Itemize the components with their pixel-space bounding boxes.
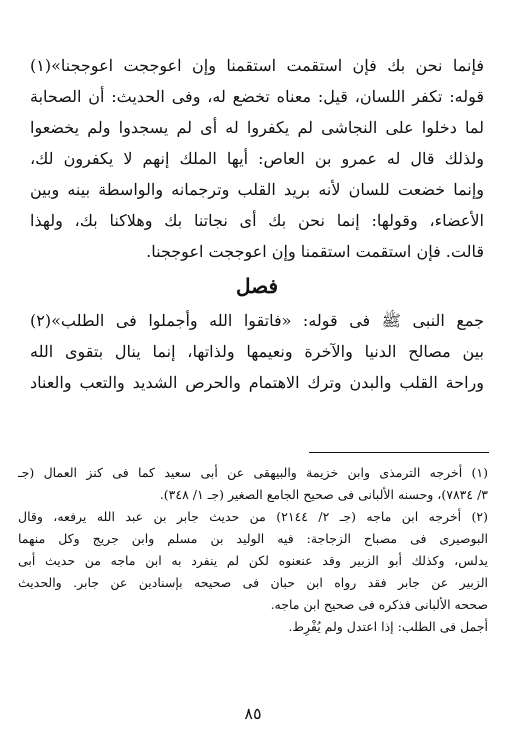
section-heading: فصل [235,274,279,298]
text-line: وإنما خضعت للسان لأنه بريد القلب وترجمانه والواسطة بينه وبين [30,180,484,199]
main-text [30,50,484,398]
footnote-line: (١) أخرجه الترمذى وابن خزيمة والبيهقى عن أبى سعيد كما فى كنز العمال (جـ [18,465,488,480]
text-line: الأعضاء، وقولها: إنما نحن بك أى نجاتنا بك وهلاكنا بك، ولهذا [30,211,484,230]
text-line: لما دخلوا على النجاشى لم يكفروا له أى لم يسجدوا ولم يخضعوا [30,118,484,137]
text-line: قوله: تكفر اللسان، قيل: معناه تخضع له، وفى الحديث: أن الصحابة [30,87,484,106]
footnote-line: صححه الألبانى فذكره فى صحيح ابن ماجه. [270,597,488,612]
page-number: ٨٥ [244,704,262,723]
footnote-line: ٣/ ٧٨٣٤)، وحسنه الألبانى فى صحيح الجامع الصغير (جـ ١/ ٣٤٨). [159,487,488,502]
footnotes [18,462,488,638]
footnote-line: البوصيرى فى مصباح الزجاجة: فيه الوليد بن مسلم وابن جريج وكل منهما [18,531,488,546]
footnote-divider [309,452,489,453]
text-line: ولذلك قال له عمرو بن العاص: أيها الملك إنهم لا يكفرون لك، [30,149,484,168]
footnote-line: الزبير عن جابر فقد رواه ابن حبان فى صحيحه بإسنادين عن جابر. والحديث [18,575,488,590]
footnote-line: أجمل فى الطلب: إذا اعتدل ولم يُفْرِط. [288,619,488,634]
footnote-line: يدلس، وكذلك أبو الزبير وقد عنعنوه لكن لم ينفرد به ابن ماجه من حديث أبى [18,553,488,568]
text-line: وراحة القلب والبدن وترك الاهتمام والحرص الشديد والتعب والعناد [30,373,484,392]
footnote-line: (٢) أخرجه ابن ماجه (جـ ٢/ ٢١٤٤) من حديث جابر بن عبد الله يرفعه، وقال [18,509,488,524]
text-line: فإنما نحن بك فإن استقمت استقمنا وإن اعوججت اعوججنا»(١) [30,56,484,75]
text-line: بين مصالح الدنيا والآخرة ونعيمها ولذاتها، إنما ينال بتقوى الله [30,342,484,361]
text-line: جمع النبى ﷺ فى قوله: «فاتقوا الله وأجملوا فى الطلب»(٢) [30,311,484,330]
text-line: قالت. فإن استقمت استقمنا وإن اعوججت اعوججنا. [146,242,484,261]
